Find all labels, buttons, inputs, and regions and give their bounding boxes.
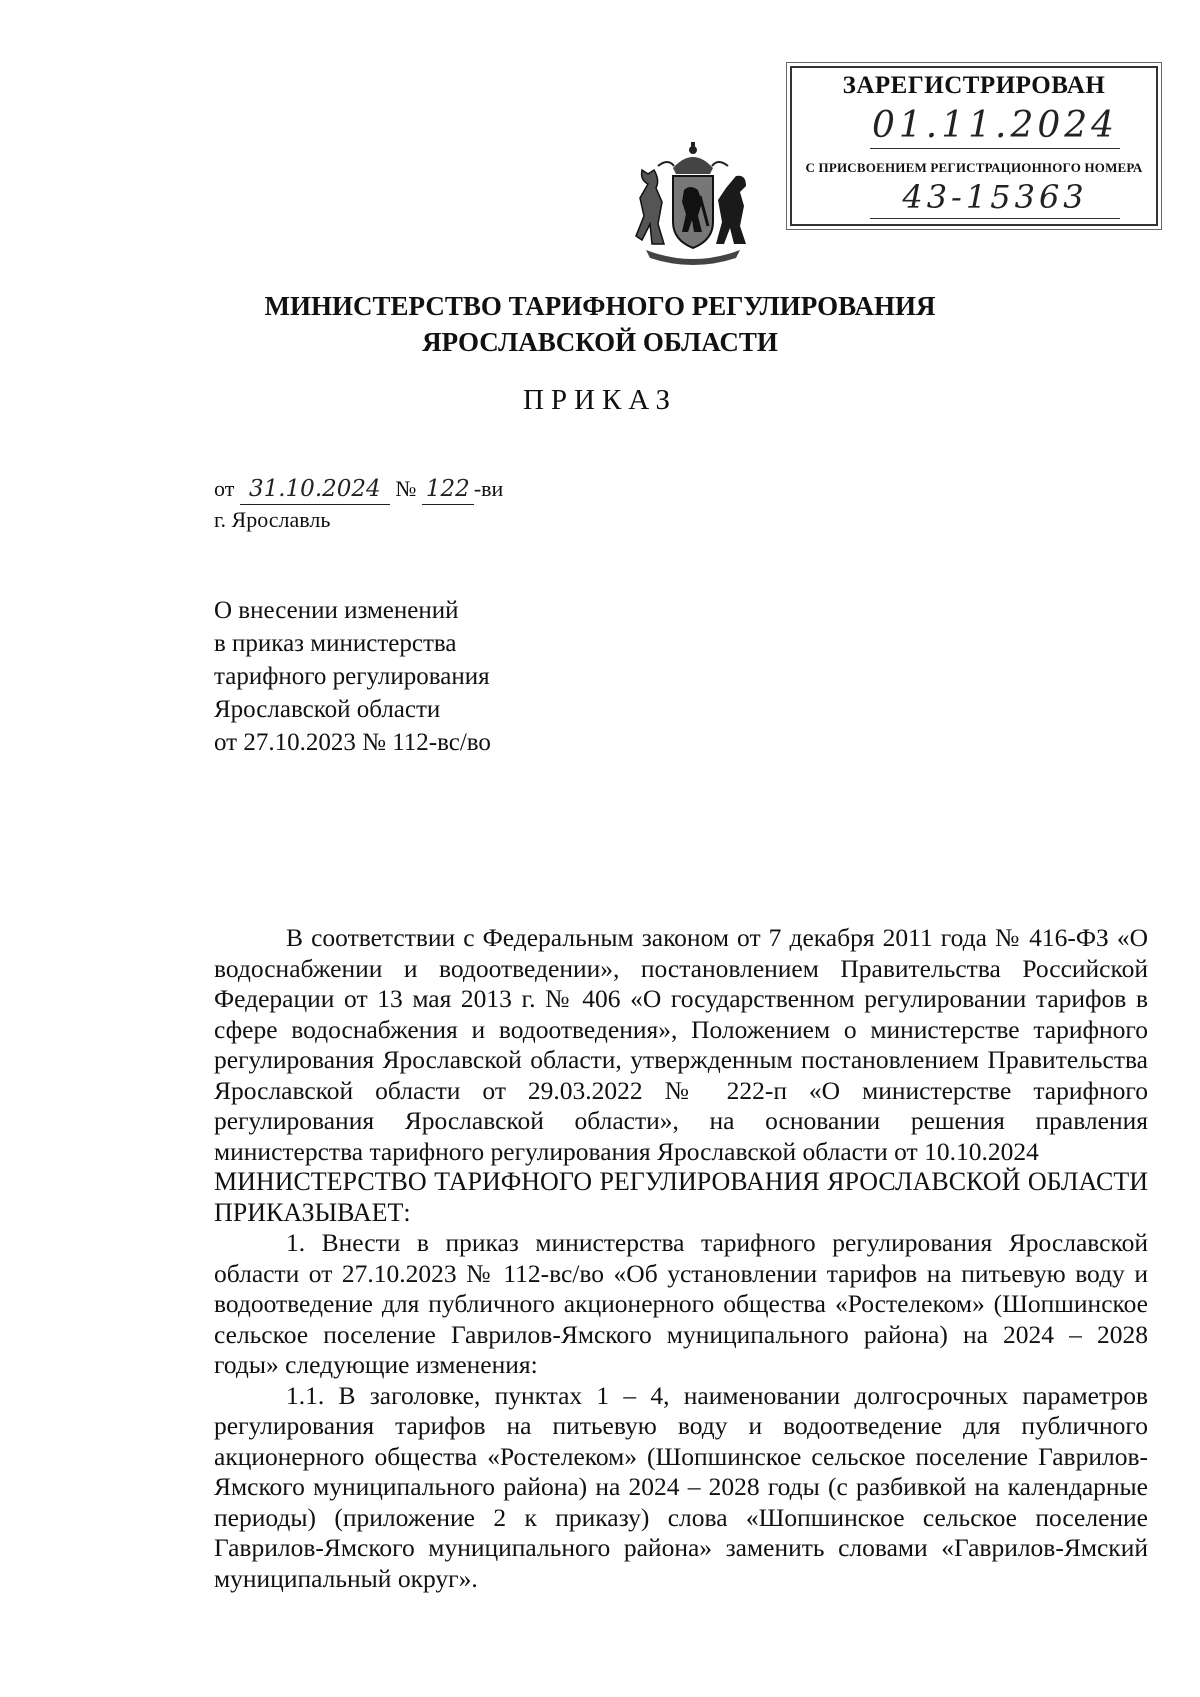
- order-body: [214, 923, 1148, 1594]
- stamp-title: ЗАРЕГИСТРИРОВАН: [842, 72, 1106, 99]
- order-subject: [214, 594, 491, 759]
- order-directive: МИНИСТЕРСТВО ТАРИФНОГО РЕГУЛИРОВАНИЯ ЯРОСЛАВСКОЙ ОБЛАСТИ ПРИКАЗЫВАЕТ:: [214, 1167, 1148, 1227]
- stamp-subtitle: С ПРИСВОЕНИЕМ РЕГИСТРАЦИОННОГО НОМЕРА: [805, 160, 1143, 175]
- city: г. Ярославль: [214, 507, 331, 532]
- subject-line: тарифного регулирования: [214, 663, 490, 690]
- order-date: 31.10.2024: [240, 474, 390, 505]
- order-meta: [214, 474, 503, 535]
- order-date-number-line: [214, 474, 503, 505]
- yaroslavl-coat-of-arms-icon: [618, 140, 768, 270]
- item-1-paragraph: 1. Внести в приказ министерства тарифного регулирования Ярославской области от 27.10.2023 № 112-вс/во «Об установлении тарифов на питьевую воду и водоотведение для публичного акционерного общества «Ростелеком» (Шопшинское сельское поселение Гаврилов-Ямского муниципального района) на 2024 – 2028 годы» следующие изменения:: [214, 1228, 1148, 1379]
- item-1-1-paragraph: 1.1. В заголовке, пунктах 1 – 4, наименовании долгосрочных параметров регулирования тарифов на питьевую воду и водоотведение для публичного акционерного общества «Ростелеком» (Шопшинское сельское поселение Гаврилов-Ямского муниципального района) на 2024 – 2028 годы (с разбивкой на календарные периоды) (приложение 2 к приказу) слова «Шопшинское сельское поселение Гаврилов-Ямского муниципального района» заменить словами «Гаврилов-Ямский муниципальный округ».: [214, 1380, 1148, 1593]
- ministry-name-line2: ЯРОСЛАВСКОЙ ОБЛАСТИ: [422, 327, 778, 357]
- order-number-suffix: -ви: [473, 476, 504, 501]
- registration-stamp: [790, 66, 1158, 226]
- from-label: от: [214, 476, 235, 501]
- stamp-date: 01.11.2024: [870, 104, 1120, 149]
- subject-line: от 27.10.2023 № 112-вс/во: [214, 729, 491, 756]
- order-number: 122: [422, 474, 474, 505]
- subject-line: Ярославской области: [214, 696, 441, 723]
- ministry-name-line1: МИНИСТЕРСТВО ТАРИФНОГО РЕГУЛИРОВАНИЯ: [264, 291, 936, 321]
- preamble-paragraph: В соответствии с Федеральным законом от 7 декабря 2011 года № 416-ФЗ «О водоснабжении и водоотведении», постановлением Правительства Российской Федерации от 13 мая 2013 г. № 406 «О государственном регулировании тарифов в сфере водоснабжения и водоотведения», Положением о министерстве тарифного регулирования Ярославской области, утвержденным постановлением Правительства Ярославской области от 29.03.2022 № 222-п «О министерстве тарифного регулирования Ярославской области», на основании решения правления министерства тарифного регулирования Ярославской области от 10.10.2024: [214, 923, 1148, 1166]
- subject-line: О внесении изменений: [214, 597, 459, 624]
- ministry-name: [0, 288, 1200, 360]
- subject-line: в приказ министерства: [214, 630, 457, 657]
- stamp-registration-number: 43-15363: [870, 176, 1120, 219]
- document-type: ПРИКАЗ: [522, 384, 678, 416]
- number-label: №: [395, 476, 417, 501]
